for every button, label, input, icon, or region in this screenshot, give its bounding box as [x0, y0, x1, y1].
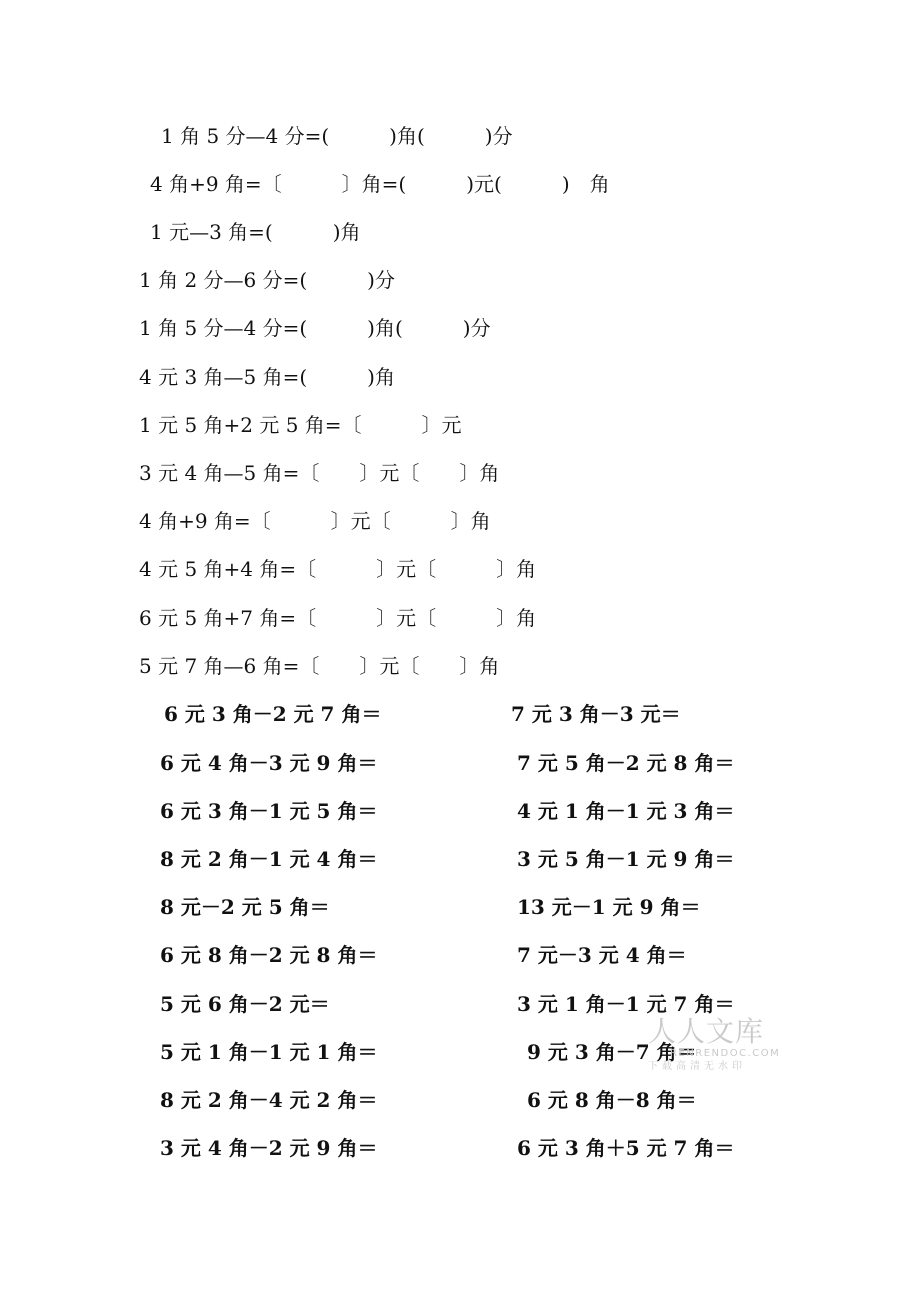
- left-exercise: 8 元－2 元 5 角＝: [160, 895, 330, 919]
- exercise-line: 4 元 5 角+4 角=〔 〕元〔 〕角: [139, 557, 537, 581]
- right-exercise: 7 元 5 角－2 元 8 角＝: [517, 751, 735, 775]
- left-exercise: 8 元 2 角－4 元 2 角＝: [160, 1088, 378, 1112]
- left-exercise: 3 元 4 角－2 元 9 角＝: [160, 1136, 378, 1160]
- right-exercise: 13 元－1 元 9 角＝: [517, 895, 701, 919]
- right-exercise: 4 元 1 角－1 元 3 角＝: [517, 799, 735, 823]
- right-exercise: 6 元 8 角－8 角＝: [527, 1088, 697, 1112]
- watermark-title: 人人文库: [648, 1015, 765, 1048]
- right-exercise: 9 元 3 角－7 角＝: [527, 1040, 697, 1064]
- right-exercise: 7 元－3 元 4 角＝: [517, 943, 687, 967]
- left-exercise: 6 元 4 角－3 元 9 角＝: [160, 751, 378, 775]
- right-exercise: 3 元 5 角－1 元 9 角＝: [517, 847, 735, 871]
- left-exercise: 8 元 2 角－1 元 4 角＝: [160, 847, 378, 871]
- exercise-line: 1 元—3 角=( )角: [150, 220, 361, 244]
- left-exercise: 6 元 3 角－2 元 7 角＝: [164, 702, 382, 726]
- exercise-line: 1 角 5 分—4 分=( )角( )分: [161, 124, 513, 148]
- exercise-line: 6 元 5 角+7 角=〔 〕元〔 〕角: [139, 606, 537, 630]
- exercise-line: 4 元 3 角—5 角=( )角: [139, 365, 395, 389]
- exercise-line: 4 角+9 角=〔 〕角=( )元( ) 角: [150, 172, 610, 196]
- left-exercise: 6 元 8 角－2 元 8 角＝: [160, 943, 378, 967]
- exercise-line: 1 角 2 分—6 分=( )分: [139, 268, 395, 292]
- left-exercise: 6 元 3 角－1 元 5 角＝: [160, 799, 378, 823]
- exercise-line: 3 元 4 角—5 角=〔 〕元〔 〕角: [139, 461, 500, 485]
- exercise-line: 1 元 5 角+2 元 5 角=〔 〕元: [139, 413, 462, 437]
- exercise-line: 4 角+9 角=〔 〕元〔 〕角: [139, 509, 491, 533]
- right-exercise: 3 元 1 角－1 元 7 角＝: [517, 992, 735, 1016]
- watermark-subtitle: 下载高清无水印: [648, 1061, 746, 1072]
- exercise-line: 1 角 5 分—4 分=( )角( )分: [139, 316, 491, 340]
- right-exercise: 6 元 3 角＋5 元 7 角＝: [517, 1136, 735, 1160]
- watermark-url: RENRENDOC.COM: [670, 1048, 781, 1059]
- left-exercise: 5 元 6 角－2 元＝: [160, 992, 330, 1016]
- right-exercise: 7 元 3 角－3 元＝: [511, 702, 681, 726]
- watermark-logo: [648, 1015, 781, 1080]
- left-exercise: 5 元 1 角－1 元 1 角＝: [160, 1040, 378, 1064]
- exercise-line: 5 元 7 角—6 角=〔 〕元〔 〕角: [139, 654, 500, 678]
